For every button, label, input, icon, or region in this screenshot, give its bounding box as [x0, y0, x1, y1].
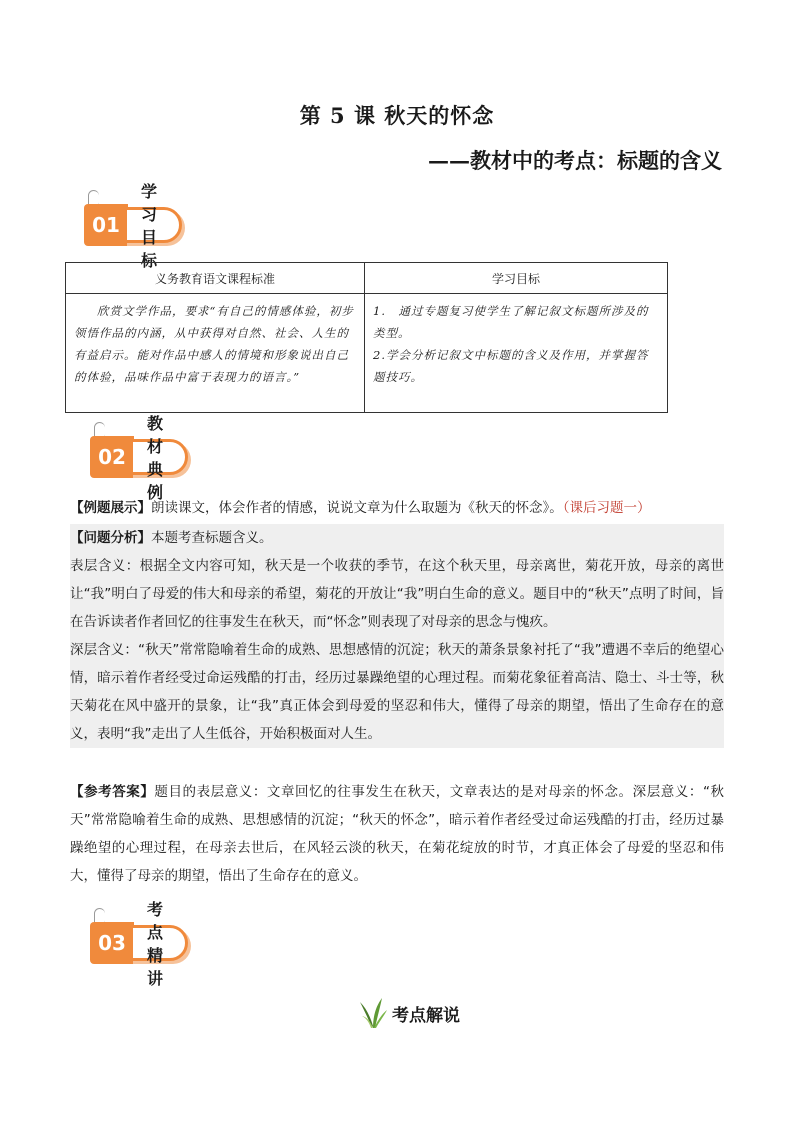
- page-title: 第 5 课 秋天的怀念: [299, 103, 495, 128]
- table-header-standard: 义务教育语文课程标准: [66, 263, 365, 294]
- goals-table: [65, 262, 668, 413]
- answer-label: 【参考答案】: [70, 784, 155, 800]
- section-number: 01: [84, 204, 128, 246]
- section-number: 03: [90, 922, 134, 964]
- example-show: [70, 494, 724, 522]
- section-number: 02: [90, 436, 134, 478]
- section-label: 学习目标: [124, 207, 182, 243]
- example-source: （课后习题一）: [562, 500, 651, 516]
- answer-text: 题目的表层意义：文章回忆的往事发生在秋天，文章表达的是对母亲的怀念。深层意义：“秋天”常常隐喻着生命的成熟、思想感情的沉淀；“秋天的怀念”，暗示着作者经受过命运残酷的打击，经历过暴躁绝望的心理过程，在母亲去世后，在风轻云淡的秋天，在菊花绽放的时节，才真正体会了母爱的坚忍和伟大，懂得了母亲的期望，悟出了生命存在的意义。: [70, 784, 725, 884]
- grass-leaf-icon: [358, 996, 388, 1030]
- section-label: 教材典例: [130, 439, 188, 475]
- subsection-title: 考点解说: [392, 1005, 460, 1026]
- example-show-label: 【例题展示】: [70, 500, 151, 516]
- example-show-text: 朗读课文，体会作者的情感，说说文章为什么取题为《秋天的怀念》。: [151, 500, 563, 516]
- deep-meaning: 深层含义：“秋天”常常隐喻着生命的成熟、思想感情的沉淀；秋天的萧条景象衬托了“我”遭遇不幸后的绝望心情，暗示着作者经受过命运残酷的打击，经历过暴躁绝望的心理过程。而菊花象征着高洁、隐士、斗士等，秋天菊花在风中盛开的景象，让“我”真正体会到母爱的坚忍和伟大，懂得了母亲的期望，悟出了生命存在的意义，表明“我”走出了人生低谷，开始积极面对人生。: [70, 642, 724, 742]
- surface-meaning: 表层含义：根据全文内容可知，秋天是一个收获的季节，在这个秋天里，母亲离世，菊花开放，母亲的离世让“我”明白了母爱的伟大和母亲的希望，菊花的开放让“我”明白生命的意义。题目中的“秋天”点明了时间，旨在告诉读者作者回忆的往事发生在秋天，而“怀念”则表现了对母亲的思念与愧疚。: [70, 558, 724, 630]
- analysis-line: [70, 524, 724, 552]
- table-header-goals: 学习目标: [365, 263, 668, 294]
- answer-block: [70, 778, 724, 890]
- analysis-label: 【问题分析】: [70, 530, 151, 546]
- analysis-block: [70, 524, 724, 748]
- goals-cell: [365, 294, 668, 413]
- section-label: 考点精讲: [130, 925, 188, 961]
- goal-item-1: 1. 通过专题复习使学生了解记叙文标题所涉及的类型。: [373, 304, 649, 340]
- page-subtitle: ——教材中的考点：标题的含义: [428, 148, 722, 173]
- goal-item-2: 2.学会分析记叙文中标题的含义及作用，并掌握答题技巧。: [373, 348, 649, 384]
- analysis-text: 本题考查标题含义。: [151, 530, 273, 546]
- subsection-heading: [358, 996, 460, 1030]
- standard-text: 欣赏文学作品，要求“有自己的情感体验，初步领悟作品的内涵，从中获得对自然、社会、人生的有益启示。能对作品中感人的情境和形象说出自己的体验，品味作品中富于表现力的语言。”: [66, 294, 365, 413]
